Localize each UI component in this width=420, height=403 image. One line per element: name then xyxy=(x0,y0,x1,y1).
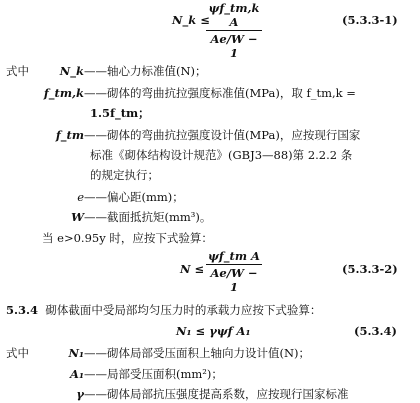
where1-sym: f_tm,k xyxy=(43,86,84,100)
where2-label: 式中 xyxy=(6,346,29,360)
eq3-formula: N₁ ≤ γψf A₁ xyxy=(176,324,251,338)
where1-item-ftmk xyxy=(42,86,356,100)
eq2-numerator: ψf_tm A xyxy=(208,249,260,263)
eq1-fraction-bar xyxy=(206,30,262,31)
where1-item-ftmk-cont: 1.5f_tm； xyxy=(90,106,150,120)
where1-item-w xyxy=(54,210,211,224)
where1-label: 式中 xyxy=(6,64,29,78)
where2-sym: N₁ xyxy=(68,346,84,360)
section-text: 砌体截面中受局部均匀压力时的承载力应按下式验算： xyxy=(45,303,322,317)
section-5-3-4 xyxy=(6,303,321,317)
where2-text: ——砌体局部抗压强度提高系数，应按现行国家标准 xyxy=(84,387,349,401)
eq2-fraction-bar xyxy=(206,264,262,265)
where1-sym: e xyxy=(77,190,84,204)
where2-item-a1 xyxy=(54,367,223,381)
where1-text: ——截面抵抗矩(mm³)。 xyxy=(84,210,212,224)
where2-sym: γ xyxy=(76,387,84,401)
where1-text: ——砌体的弯曲抗拉强度标准值(MPa)，取 f_tm,k = xyxy=(84,86,356,100)
where1-text: ——轴心力标准值(N)； xyxy=(84,64,207,78)
where2-item-n1 xyxy=(54,346,310,360)
eq1-lhs: N_k ≤ xyxy=(172,13,210,27)
eq1-denominator: Ae/W − 1 xyxy=(210,32,258,60)
eq2-fraction xyxy=(206,249,262,294)
where2-text: ——局部受压面积(mm²)； xyxy=(84,367,223,381)
where1-sym: W xyxy=(71,210,84,224)
where2-text: ——砌体局部受压面积上轴向力设计值(N)； xyxy=(84,346,311,360)
condition-line: 当 e>0.95y 时，应按下式验算： xyxy=(42,231,213,245)
where1-item-ftm-cont2: 的规定执行； xyxy=(90,168,159,182)
where1-text: ——偏心距(mm)； xyxy=(84,190,184,204)
where1-item-nk xyxy=(54,64,207,78)
eq1-number: (5.3.3-1) xyxy=(342,13,398,27)
where2-item-gamma xyxy=(54,387,349,401)
where2-sym: A₁ xyxy=(70,367,84,381)
eq1-fraction xyxy=(206,1,262,60)
where1-sym: f_tm xyxy=(55,128,84,142)
where1-item-e xyxy=(54,190,184,204)
where1-text: ——砌体的弯曲抗拉强度设计值(MPa)，应按现行国家 xyxy=(84,128,361,142)
where1-item-ftm xyxy=(54,128,360,142)
where1-item-ftm-cont: 标准《砌体结构设计规范》(GBJ3—88)第 2.2.2 条 xyxy=(90,148,353,162)
eq2-denominator: Ae/W − 1 xyxy=(210,266,258,294)
eq2-lhs: N ≤ xyxy=(180,262,205,276)
section-number: 5.3.4 xyxy=(6,303,39,317)
eq1-numerator: ψf_tm,k A xyxy=(208,1,260,29)
eq3-number: (5.3.4) xyxy=(354,324,397,338)
eq2-number: (5.3.3-2) xyxy=(342,262,398,276)
where1-sym: N_k xyxy=(59,64,84,78)
